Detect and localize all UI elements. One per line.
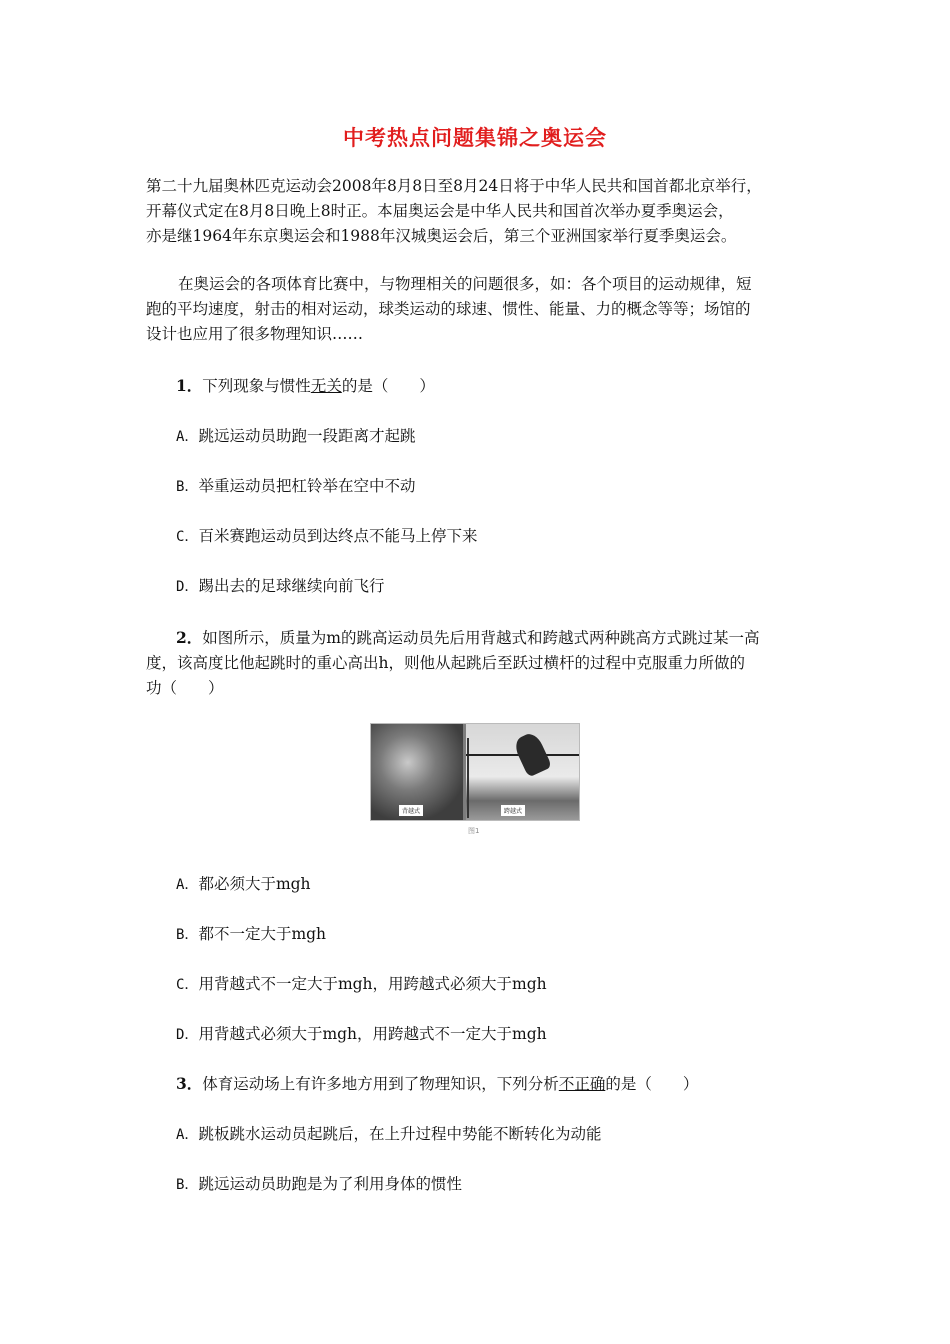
option-text: 跳远运动员助跑一段距离才起跳 xyxy=(198,427,416,445)
question-2-option-c xyxy=(176,973,547,996)
context-line: 在奥运会的各项体育比赛中，与物理相关的问题很多，如：各个项目的运动规律，短 xyxy=(178,275,752,293)
question-2-line: 度，该高度比他起跳时的重心高出h，则他从起跳后至跃过横杆的过程中克服重力所做的 xyxy=(146,654,745,672)
question-number: 1． xyxy=(176,376,203,395)
question-1-option-a xyxy=(176,425,415,448)
option-text: 踢出去的足球继续向前飞行 xyxy=(198,577,385,595)
question-2-line xyxy=(146,625,806,651)
question-number: 3． xyxy=(176,1074,203,1093)
option-letter: A． xyxy=(176,429,199,445)
question-2-option-a xyxy=(176,873,311,896)
question-number: 2． xyxy=(176,628,203,647)
option-text: 百米赛跑运动员到达终点不能马上停下来 xyxy=(198,527,478,545)
option-letter: C． xyxy=(176,977,199,993)
question-2-stem xyxy=(146,625,806,701)
option-text: 跳远运动员助跑是为了利用身体的惯性 xyxy=(198,1175,462,1193)
figure-label: 背越式 xyxy=(399,805,423,816)
figure-caption: 图1 xyxy=(468,827,480,835)
intro-line: 开幕仪式定在8月8日晚上8时正。本届奥运会是中华人民共和国首次举办夏季奥运会， xyxy=(146,202,734,220)
intro-line: 第二十九届奥林匹克运动会2008年8月8日至8月24日将于中华人民共和国首都北京举行， xyxy=(146,177,762,195)
option-text: 举重运动员把杠铃举在空中不动 xyxy=(198,477,416,495)
question-1-option-b xyxy=(176,475,415,498)
underlined-keyword: 不正确 xyxy=(558,1075,606,1093)
option-letter: D． xyxy=(176,579,199,595)
question-3-option-a xyxy=(176,1123,601,1146)
question-text: 如图所示，质量为m的跳高运动员先后用背越式和跨越式两种跳高方式跳过某一高 xyxy=(202,629,760,647)
context-paragraph xyxy=(146,272,806,347)
option-text: 都必须大于mgh xyxy=(198,875,311,893)
option-letter: B． xyxy=(176,1177,199,1193)
figure-label: 跨越式 xyxy=(501,805,525,816)
option-text: 都不一定大于mgh xyxy=(198,925,327,943)
option-letter: C． xyxy=(176,529,199,545)
question-3-stem xyxy=(176,1073,698,1095)
question-text: 下列现象与惯性 xyxy=(202,377,311,395)
option-text: 用背越式不一定大于mgh，用跨越式必须大于mgh xyxy=(198,975,547,993)
option-text: 用背越式必须大于mgh，用跨越式不一定大于mgh xyxy=(198,1025,547,1043)
context-line: 设计也应用了很多物理知识…… xyxy=(146,325,364,343)
option-letter: A． xyxy=(176,877,199,893)
question-1-option-c xyxy=(176,525,477,548)
high-jump-figure xyxy=(370,723,580,821)
question-2-option-d xyxy=(176,1023,547,1046)
underlined-keyword: 无关 xyxy=(310,377,342,395)
option-text: 跳板跳水运动员起跳后，在上升过程中势能不断转化为动能 xyxy=(198,1125,602,1143)
question-1-option-d xyxy=(176,575,384,598)
option-letter: B． xyxy=(176,927,199,943)
question-text: 体育运动场上有许多地方用到了物理知识，下列分析 xyxy=(202,1075,559,1093)
option-letter: B． xyxy=(176,479,199,495)
intro-line: 亦是继1964年东京奥运会和1988年汉城奥运会后，第三个亚洲国家举行夏季奥运会。 xyxy=(146,227,737,245)
jump-pole xyxy=(467,738,469,818)
question-text: 的是（ ） xyxy=(605,1075,699,1093)
question-2-option-b xyxy=(176,923,326,946)
question-2-line: 功（ ） xyxy=(146,679,224,697)
question-3-option-b xyxy=(176,1173,462,1196)
question-1-stem xyxy=(176,375,435,397)
context-line: 跑的平均速度，射击的相对运动，球类运动的球速、惯性、能量、力的概念等等；场馆的 xyxy=(146,300,751,318)
intro-paragraph xyxy=(146,174,806,249)
question-text: 的是（ ） xyxy=(341,377,435,395)
option-letter: A． xyxy=(176,1127,199,1143)
option-letter: D． xyxy=(176,1027,199,1043)
page-title: 中考热点问题集锦之奥运会 xyxy=(343,125,607,150)
